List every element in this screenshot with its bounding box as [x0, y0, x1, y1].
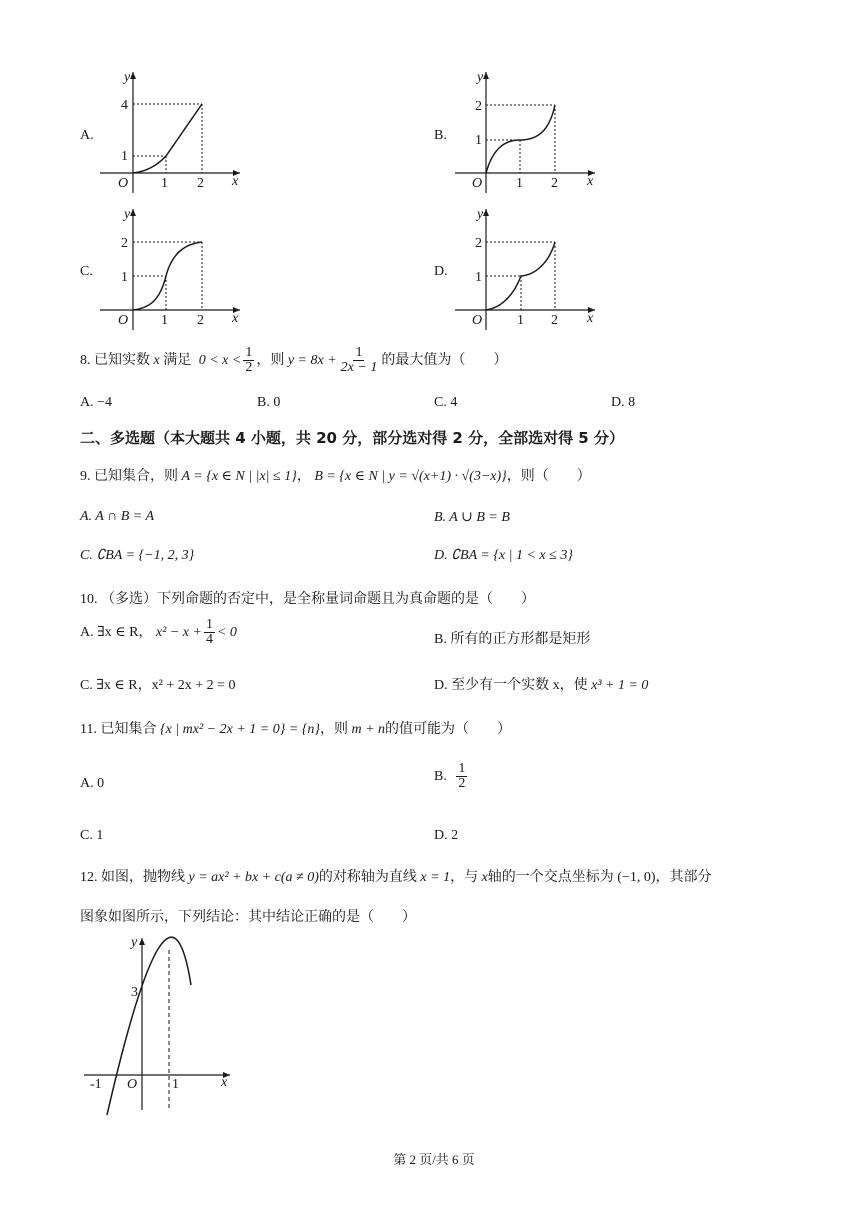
x-tick-1: 1	[172, 1077, 179, 1092]
y-tick: 2	[475, 99, 482, 114]
q8-stem: 8. 已知实数 x 满足 0 < x < $\frac{1}{2}$ ，则 y = 8x + $\frac{1}{2x - 1}$ 的最大值为（ ）	[80, 345, 508, 376]
x-tick: 2	[197, 176, 204, 191]
q11-option-c: C. 1	[80, 828, 104, 843]
q11-option-a: A. 0	[80, 776, 105, 791]
q7-graph-c	[100, 205, 250, 330]
origin-label: O	[118, 313, 129, 328]
q12-stem-line2: 图象如图所示，下列结论：其中结论正确的是（ ）	[80, 910, 416, 925]
y-axis-label: y	[477, 70, 484, 85]
q11-option-d: D. 2	[434, 828, 459, 843]
origin-label: O	[472, 176, 483, 191]
x-axis-label: x	[587, 311, 594, 326]
q7-option-b-label: B.	[434, 128, 447, 143]
origin-label: O	[472, 313, 483, 328]
y-tick: 2	[121, 236, 128, 251]
q10-option-d: D. 至少有一个实数 x，使 x³ + 1 = 0	[434, 678, 649, 693]
x-tick: 1	[517, 313, 524, 328]
origin-label: O	[118, 176, 129, 191]
q10-option-b: B. 所有的正方形都是矩形	[434, 632, 591, 647]
q9-stem: 9. 已知集合，则 A = {x ∈ N | |x| ≤ 1}， B = {x ∈ N | y = √(x+1) · √(3−x)}，则（ ）	[80, 469, 591, 484]
x-tick: 1	[516, 176, 523, 191]
q9-option-d: D. ∁BA = {x | 1 < x ≤ 3}	[434, 548, 573, 563]
y-tick: 1	[475, 133, 482, 148]
q9-option-b: B. A ∪ B = B	[434, 510, 510, 525]
q9-option-a: A. A ∩ B = A	[80, 509, 155, 524]
q12-parabola-figure	[80, 930, 250, 1115]
q12-stem-line1: 12. 如图，抛物线 y = ax² + bx + c(a ≠ 0)的对称轴为直线 x = 1，与 x轴的一个交点坐标为 (−1, 0)，其部分	[80, 870, 712, 885]
x-tick: 2	[551, 313, 558, 328]
q10-option-c: C. ∃x ∈ R，x² + 2x + 2 = 0	[80, 678, 236, 693]
y-axis-label: y	[124, 207, 131, 222]
q8-option-d: D. 8	[611, 395, 636, 410]
x-axis-label: x	[587, 174, 594, 189]
q9-option-c: C. ∁BA = {−1, 2, 3}	[80, 548, 195, 563]
q11-stem: 11. 已知集合 {x | mx² − 2x + 1 = 0} = {n}，则 m + n的值可能为（ ）	[80, 722, 512, 737]
q7-option-a-label: A.	[80, 128, 94, 143]
y-tick: 1	[475, 270, 482, 285]
y-axis-label: y	[124, 70, 131, 85]
x-axis-label: x	[232, 311, 239, 326]
y-tick-3: 3	[131, 985, 138, 1000]
page-footer: 第 2 页/共 6 页	[393, 1152, 475, 1167]
x-tick-neg1: -1	[90, 1077, 102, 1092]
q7-graph-a	[100, 68, 250, 193]
y-tick: 2	[475, 236, 482, 251]
x-tick: 2	[551, 176, 558, 191]
q10-stem: 10. （多选）下列命题的否定中，是全称量词命题且为真命题的是（ ）	[80, 592, 535, 607]
q8-option-c: C. 4	[434, 395, 458, 410]
x-tick: 2	[197, 313, 204, 328]
x-tick: 1	[161, 313, 168, 328]
q8-option-a: A. −4	[80, 395, 113, 410]
y-tick: 1	[121, 149, 128, 164]
q7-option-d-label: D.	[434, 264, 448, 279]
y-tick: 4	[121, 98, 128, 113]
q7-graph-b	[455, 68, 605, 193]
q8-option-b: B. 0	[257, 395, 281, 410]
origin-label: O	[127, 1077, 138, 1092]
section-title: 二、多选题（本大题共 4 小题，共 20 分，部分选对得 2 分，全部选对得 5 分）	[80, 429, 624, 447]
y-tick: 1	[121, 270, 128, 285]
q11-option-b: B. $\frac{1}{2}$	[434, 761, 466, 792]
y-axis-label: y	[131, 935, 138, 950]
x-tick: 1	[161, 176, 168, 191]
q7-option-c-label: C.	[80, 264, 93, 279]
x-axis-label: x	[221, 1075, 228, 1090]
x-axis-label: x	[232, 174, 239, 189]
y-axis-label: y	[477, 207, 484, 222]
q10-option-a: A. ∃x ∈ R， x² − x + $\frac{1}{4}$ < 0	[80, 617, 237, 648]
q7-graph-d	[455, 205, 605, 330]
